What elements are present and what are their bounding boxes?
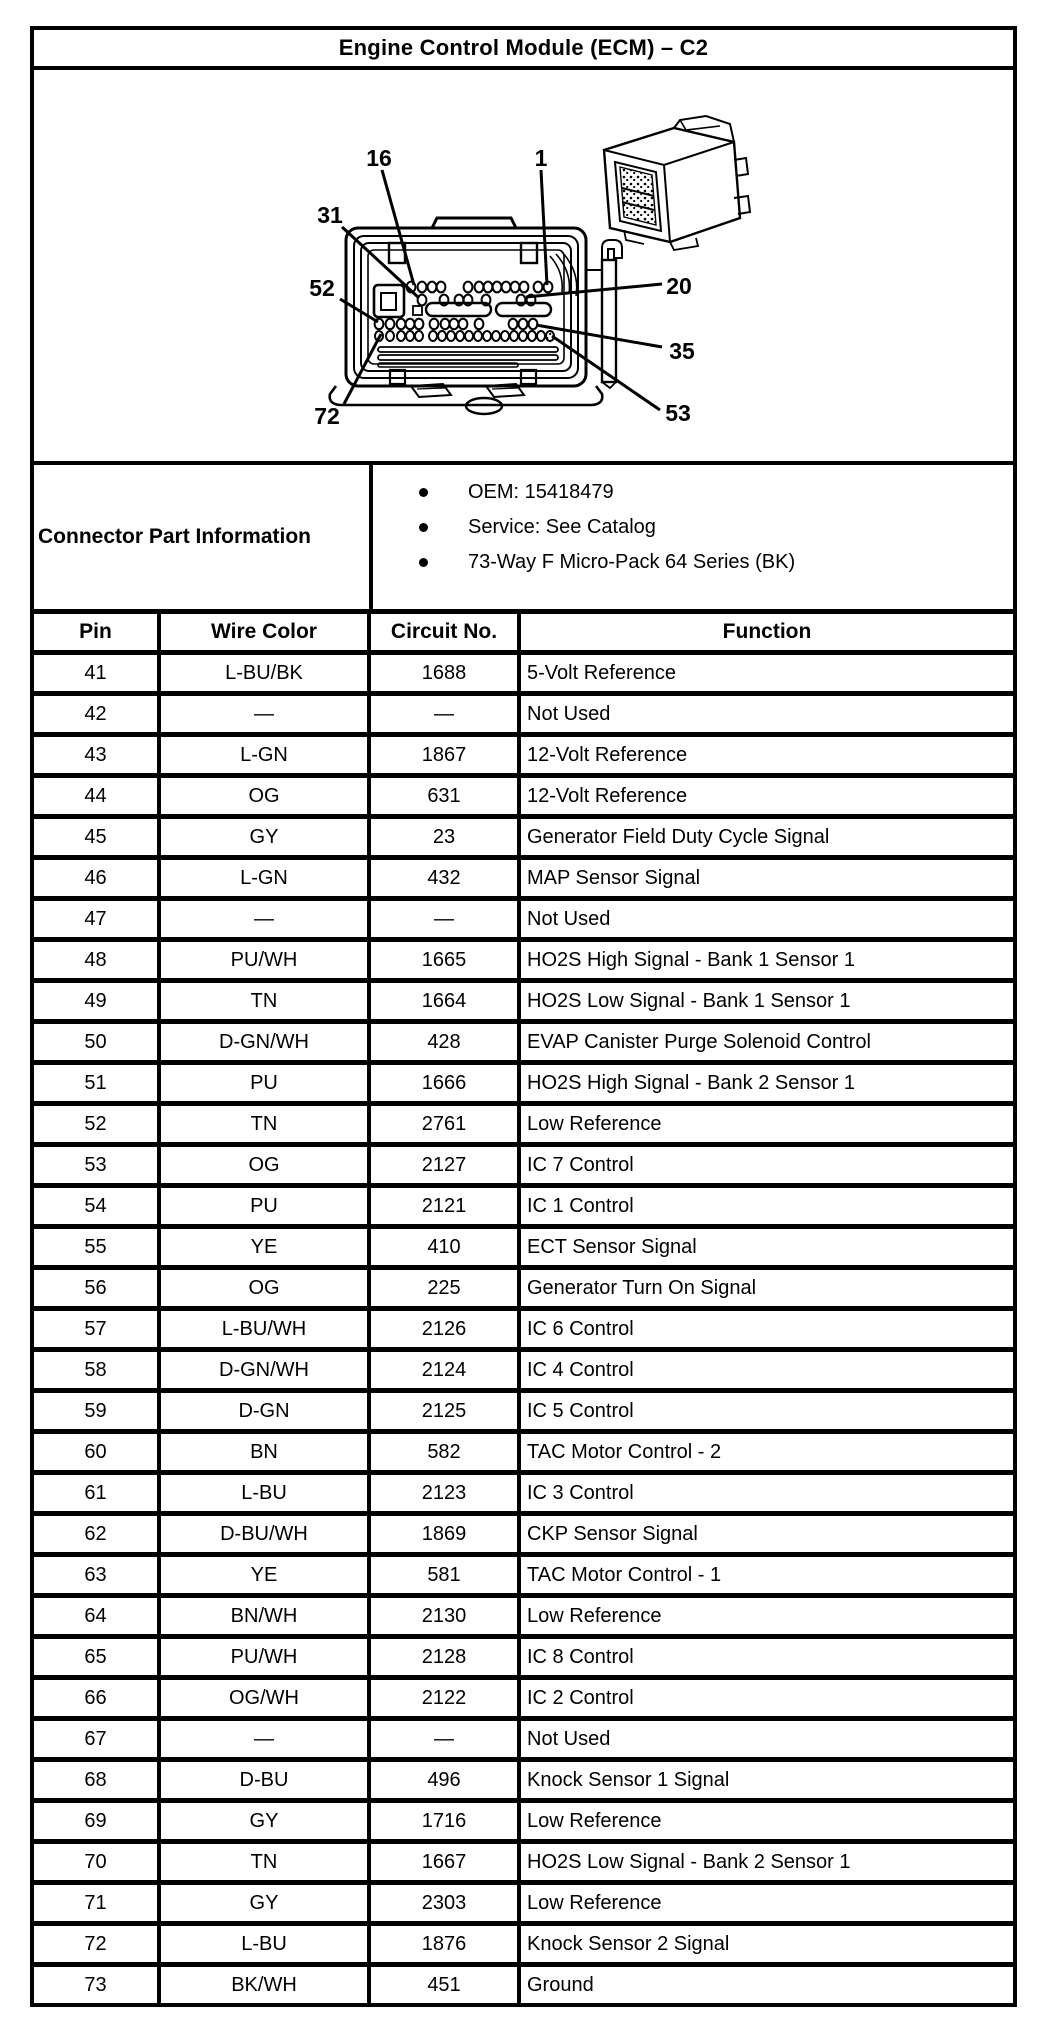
cell-pin: 54	[34, 1186, 159, 1227]
cell-circuit-no: 1688	[369, 653, 519, 694]
header-row	[34, 614, 1013, 653]
table-row	[34, 1309, 1013, 1350]
cell-function: Knock Sensor 2 Signal	[519, 1924, 1013, 1965]
list-item	[419, 510, 1013, 545]
cell-pin: 42	[34, 694, 159, 735]
cell-pin: 70	[34, 1842, 159, 1883]
pin-holes	[375, 282, 554, 341]
cell-pin: 62	[34, 1514, 159, 1555]
cell-function: Low Reference	[519, 1596, 1013, 1637]
cell-pin: 60	[34, 1432, 159, 1473]
cell-function: IC 6 Control	[519, 1309, 1013, 1350]
cell-wire-color: GY	[159, 817, 369, 858]
pin-table	[34, 614, 1013, 2003]
cell-circuit-no: 432	[369, 858, 519, 899]
cell-circuit-no: 428	[369, 1022, 519, 1063]
table-row	[34, 735, 1013, 776]
cell-function: IC 3 Control	[519, 1473, 1013, 1514]
connector-illustration	[34, 70, 1013, 461]
cell-function: 5-Volt Reference	[519, 653, 1013, 694]
cell-circuit-no: 410	[369, 1227, 519, 1268]
title-bar	[34, 30, 1013, 70]
cell-function: IC 2 Control	[519, 1678, 1013, 1719]
cell-circuit-no: 582	[369, 1432, 519, 1473]
cell-circuit-no: —	[369, 694, 519, 735]
cell-pin: 47	[34, 899, 159, 940]
callout-53: 53	[665, 400, 691, 426]
cell-circuit-no: 2130	[369, 1596, 519, 1637]
table-row	[34, 1801, 1013, 1842]
cell-function: Not Used	[519, 1719, 1013, 1760]
cell-wire-color: TN	[159, 1104, 369, 1145]
cell-pin: 72	[34, 1924, 159, 1965]
part-info-list	[373, 475, 1013, 580]
cell-pin: 58	[34, 1350, 159, 1391]
cell-pin: 52	[34, 1104, 159, 1145]
table-row	[34, 940, 1013, 981]
table-row	[34, 1842, 1013, 1883]
cell-circuit-no: 496	[369, 1760, 519, 1801]
table-header-wire-color: Wire Color	[159, 614, 369, 653]
cell-function: IC 7 Control	[519, 1145, 1013, 1186]
cell-function: IC 4 Control	[519, 1350, 1013, 1391]
cell-function: ECT Sensor Signal	[519, 1227, 1013, 1268]
cell-function: Generator Field Duty Cycle Signal	[519, 817, 1013, 858]
cell-circuit-no: 581	[369, 1555, 519, 1596]
cell-circuit-no: 2761	[369, 1104, 519, 1145]
cell-wire-color: GY	[159, 1801, 369, 1842]
table-row	[34, 1350, 1013, 1391]
cell-pin: 57	[34, 1309, 159, 1350]
cell-function: 12-Volt Reference	[519, 776, 1013, 817]
cell-function: IC 8 Control	[519, 1637, 1013, 1678]
callout-20: 20	[666, 273, 692, 299]
cell-circuit-no: 1666	[369, 1063, 519, 1104]
cell-wire-color: YE	[159, 1227, 369, 1268]
connector-part-information-details	[373, 465, 1013, 609]
cell-pin: 68	[34, 1760, 159, 1801]
cell-wire-color: TN	[159, 981, 369, 1022]
callout-35: 35	[669, 338, 695, 364]
cell-function: Knock Sensor 1 Signal	[519, 1760, 1013, 1801]
callout-1: 1	[534, 145, 548, 171]
cell-pin: 73	[34, 1965, 159, 2004]
cell-function: Not Used	[519, 899, 1013, 940]
table-row	[34, 1678, 1013, 1719]
cell-function: TAC Motor Control - 1	[519, 1555, 1013, 1596]
cell-pin: 45	[34, 817, 159, 858]
table-row	[34, 1719, 1013, 1760]
cell-circuit-no: 631	[369, 776, 519, 817]
list-item	[419, 475, 1013, 510]
cell-function: HO2S High Signal - Bank 1 Sensor 1	[519, 940, 1013, 981]
cell-circuit-no: 1667	[369, 1842, 519, 1883]
cell-pin: 66	[34, 1678, 159, 1719]
table-row	[34, 653, 1013, 694]
table-row	[34, 776, 1013, 817]
cell-circuit-no: 1867	[369, 735, 519, 776]
cell-wire-color: L-GN	[159, 735, 369, 776]
cell-pin: 55	[34, 1227, 159, 1268]
cell-pin: 71	[34, 1883, 159, 1924]
table-row	[34, 1514, 1013, 1555]
cell-pin: 53	[34, 1145, 159, 1186]
table-row	[34, 1883, 1013, 1924]
cell-wire-color: L-BU	[159, 1473, 369, 1514]
pin-table-body	[34, 653, 1013, 2004]
cell-circuit-no: 23	[369, 817, 519, 858]
cell-wire-color: BK/WH	[159, 1965, 369, 2004]
table-row	[34, 694, 1013, 735]
cell-circuit-no: 451	[369, 1965, 519, 2004]
cell-wire-color: L-BU/BK	[159, 653, 369, 694]
part-info-series: 73-Way F Micro-Pack 64 Series (BK)	[468, 551, 796, 573]
cell-circuit-no: 1665	[369, 940, 519, 981]
cell-wire-color: —	[159, 694, 369, 735]
cell-circuit-no: 2126	[369, 1309, 519, 1350]
cell-circuit-no: 2121	[369, 1186, 519, 1227]
cell-function: HO2S Low Signal - Bank 2 Sensor 1	[519, 1842, 1013, 1883]
table-row	[34, 1596, 1013, 1637]
cell-circuit-no: 2303	[369, 1883, 519, 1924]
table-row	[34, 1391, 1013, 1432]
cell-wire-color: D-GN	[159, 1391, 369, 1432]
cell-pin: 65	[34, 1637, 159, 1678]
bullet-icon	[419, 558, 428, 567]
cell-pin: 63	[34, 1555, 159, 1596]
table-header-pin: Pin	[34, 614, 159, 653]
connector-part-information-text: Connector Part Information	[38, 525, 312, 548]
cell-function: Low Reference	[519, 1801, 1013, 1842]
cell-wire-color: L-GN	[159, 858, 369, 899]
cell-wire-color: L-BU/WH	[159, 1309, 369, 1350]
cell-circuit-no: 2124	[369, 1350, 519, 1391]
cell-function: EVAP Canister Purge Solenoid Control	[519, 1022, 1013, 1063]
bullet-icon	[419, 523, 428, 532]
cell-function: 12-Volt Reference	[519, 735, 1013, 776]
cell-function: Low Reference	[519, 1104, 1013, 1145]
table-row	[34, 1104, 1013, 1145]
connector-part-information-section	[34, 465, 1013, 614]
cell-wire-color: L-BU	[159, 1924, 369, 1965]
cell-circuit-no: 225	[369, 1268, 519, 1309]
cell-function: Generator Turn On Signal	[519, 1268, 1013, 1309]
cell-circuit-no: 2128	[369, 1637, 519, 1678]
table-row	[34, 1145, 1013, 1186]
cell-wire-color: —	[159, 899, 369, 940]
cell-circuit-no: 1876	[369, 1924, 519, 1965]
callout-72: 72	[314, 403, 340, 429]
bullet-icon	[419, 488, 428, 497]
cell-wire-color: OG	[159, 1268, 369, 1309]
connector-3d-view	[604, 116, 750, 250]
cell-function: CKP Sensor Signal	[519, 1514, 1013, 1555]
cell-circuit-no: 1664	[369, 981, 519, 1022]
cell-pin: 61	[34, 1473, 159, 1514]
cell-wire-color: BN	[159, 1432, 369, 1473]
table-row	[34, 858, 1013, 899]
table-header-circuit-no: Circuit No.	[369, 614, 519, 653]
cell-wire-color: OG	[159, 1145, 369, 1186]
cell-pin: 51	[34, 1063, 159, 1104]
cell-wire-color: PU	[159, 1186, 369, 1227]
table-row	[34, 1924, 1013, 1965]
cell-function: Low Reference	[519, 1883, 1013, 1924]
cell-wire-color: D-GN/WH	[159, 1022, 369, 1063]
table-row	[34, 1965, 1013, 2004]
connector-diagram-section	[34, 70, 1013, 465]
cell-circuit-no: 2127	[369, 1145, 519, 1186]
part-info-service: Service: See Catalog	[468, 516, 656, 538]
cell-pin: 59	[34, 1391, 159, 1432]
cell-pin: 69	[34, 1801, 159, 1842]
table-row	[34, 981, 1013, 1022]
cell-circuit-no: 2123	[369, 1473, 519, 1514]
table-row	[34, 1473, 1013, 1514]
cell-wire-color: YE	[159, 1555, 369, 1596]
cell-wire-color: TN	[159, 1842, 369, 1883]
cell-circuit-no: 1869	[369, 1514, 519, 1555]
table-header-function: Function	[519, 614, 1013, 653]
cell-wire-color: —	[159, 1719, 369, 1760]
cell-function: IC 1 Control	[519, 1186, 1013, 1227]
pin-table-header	[34, 614, 1013, 653]
cell-circuit-no: 2122	[369, 1678, 519, 1719]
cell-wire-color: PU/WH	[159, 940, 369, 981]
cell-pin: 64	[34, 1596, 159, 1637]
connector-part-information-label	[34, 465, 373, 609]
cell-pin: 41	[34, 653, 159, 694]
cell-circuit-no: 1716	[369, 1801, 519, 1842]
table-row	[34, 1432, 1013, 1473]
document-frame	[30, 26, 1017, 2007]
table-row	[34, 1186, 1013, 1227]
cell-function: MAP Sensor Signal	[519, 858, 1013, 899]
cell-wire-color: D-GN/WH	[159, 1350, 369, 1391]
cell-pin: 44	[34, 776, 159, 817]
table-row	[34, 1063, 1013, 1104]
cell-function: HO2S Low Signal - Bank 1 Sensor 1	[519, 981, 1013, 1022]
table-row	[34, 1268, 1013, 1309]
cell-pin: 46	[34, 858, 159, 899]
cell-wire-color: OG	[159, 776, 369, 817]
table-row	[34, 1637, 1013, 1678]
cell-wire-color: PU/WH	[159, 1637, 369, 1678]
table-row	[34, 899, 1013, 940]
cell-circuit-no: —	[369, 899, 519, 940]
callout-16: 16	[366, 145, 392, 171]
cell-function: Not Used	[519, 694, 1013, 735]
page-title: Engine Control Module (ECM) – C2	[338, 35, 709, 60]
table-row	[34, 1022, 1013, 1063]
cell-circuit-no: 2125	[369, 1391, 519, 1432]
cell-pin: 48	[34, 940, 159, 981]
cell-pin: 56	[34, 1268, 159, 1309]
cell-function: HO2S High Signal - Bank 2 Sensor 1	[519, 1063, 1013, 1104]
part-info-oem: OEM: 15418479	[468, 481, 614, 503]
list-item	[419, 545, 1013, 580]
cell-circuit-no: —	[369, 1719, 519, 1760]
cell-pin: 67	[34, 1719, 159, 1760]
cell-pin: 43	[34, 735, 159, 776]
connector-front-view	[330, 218, 622, 414]
table-row	[34, 1555, 1013, 1596]
table-row	[34, 1760, 1013, 1801]
cell-wire-color: BN/WH	[159, 1596, 369, 1637]
cell-wire-color: OG/WH	[159, 1678, 369, 1719]
table-row	[34, 817, 1013, 858]
cell-pin: 49	[34, 981, 159, 1022]
callout-31: 31	[317, 202, 343, 228]
cell-function: TAC Motor Control - 2	[519, 1432, 1013, 1473]
table-row	[34, 1227, 1013, 1268]
callout-52: 52	[309, 275, 335, 301]
cell-wire-color: GY	[159, 1883, 369, 1924]
cell-pin: 50	[34, 1022, 159, 1063]
cell-function: IC 5 Control	[519, 1391, 1013, 1432]
cell-wire-color: D-BU	[159, 1760, 369, 1801]
cell-wire-color: PU	[159, 1063, 369, 1104]
cell-wire-color: D-BU/WH	[159, 1514, 369, 1555]
cell-function: Ground	[519, 1965, 1013, 2004]
